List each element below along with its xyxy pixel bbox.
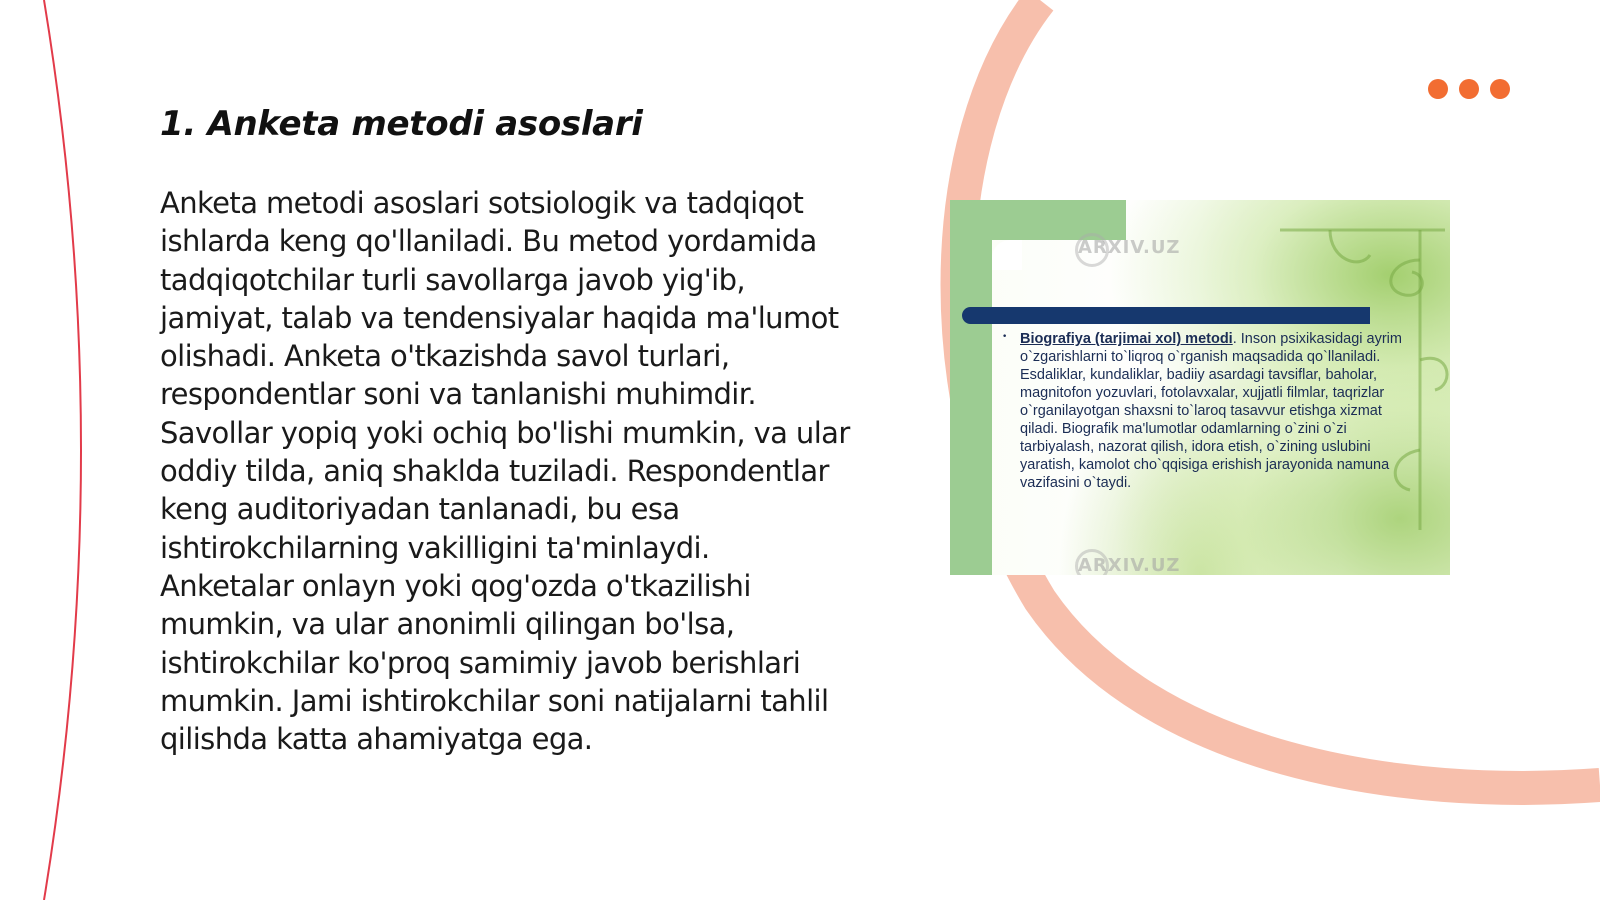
decorative-dots [1428, 79, 1510, 99]
watermark-top: ARXIV.UZ [1078, 237, 1181, 258]
bullet-icon: • [1002, 332, 1008, 342]
circle-icon [1490, 79, 1510, 99]
watermark-bottom: ARXIV.UZ [1078, 555, 1181, 575]
slide-body-text: Anketa metodi asoslari sotsiologik va tadqiqot ishlarda keng qo'llaniladi. Bu metod yordamida tadqiqotchilar turli savollarga javob yig'ib, jamiyat, talab va tendensiyalar haqida ma'lumot olishadi. Anketa o'tkazishda savol turlari, respondentlar soni va tanlanishi muhimdir. Savollar yopiq yoki ochiq bo'lishi mumkin, va ular oddiy tilda, aniq shaklda tuziladi. Respondentlar keng auditoriyadan tanlanadi, bu esa ishtirokchilarning vakilligini ta'minlaydi. Anketalar onlayn yoki qog'ozda o'tkazilishi mumkin, va ular anonimli qilingan bo'lsa, ishtirokchilar ko'proq samimiy javob berishlari mumkin. Jami ishtirokchilar soni natijalarni tahlil qilishda katta ahamiyatga ega. [160, 186, 850, 757]
circle-icon [1428, 79, 1448, 99]
thumbnail-bullet-text [1020, 330, 1415, 492]
thumbnail-term: Biografiya (tarjimai xol) metodi [1020, 331, 1233, 347]
left-curve-line [44, 0, 81, 900]
thumbnail-description: . Inson psixikasidagi ayrim o`zgarishlarni to`liqroq o`rganish maqsadida qo`llaniladi. Esdaliklar, kundaliklar, badiiy asardagi tavsiflar, baholar, magnitofon yozuvlari, fotolavxalar, xujjatli filmlar, taqrizlar o`rganilayotgan shaxsni to`laroq tasavvur etishga xizmat qiladi. Biografik ma'lumotlar odamlarning o`zini o`zi tarbiyalash, nazorat qilish, idora etish, o`zining uslubini yaratish, kamolot cho`qqisiga erishish jarayonida namuna vazifasini o`taydi. [1020, 331, 1402, 491]
slide-title: 1. Anketa metodi asoslari [160, 104, 643, 144]
thumbnail-title-bar [962, 307, 1370, 324]
slide-thumbnail-image [950, 200, 1450, 575]
circle-icon [1459, 79, 1479, 99]
